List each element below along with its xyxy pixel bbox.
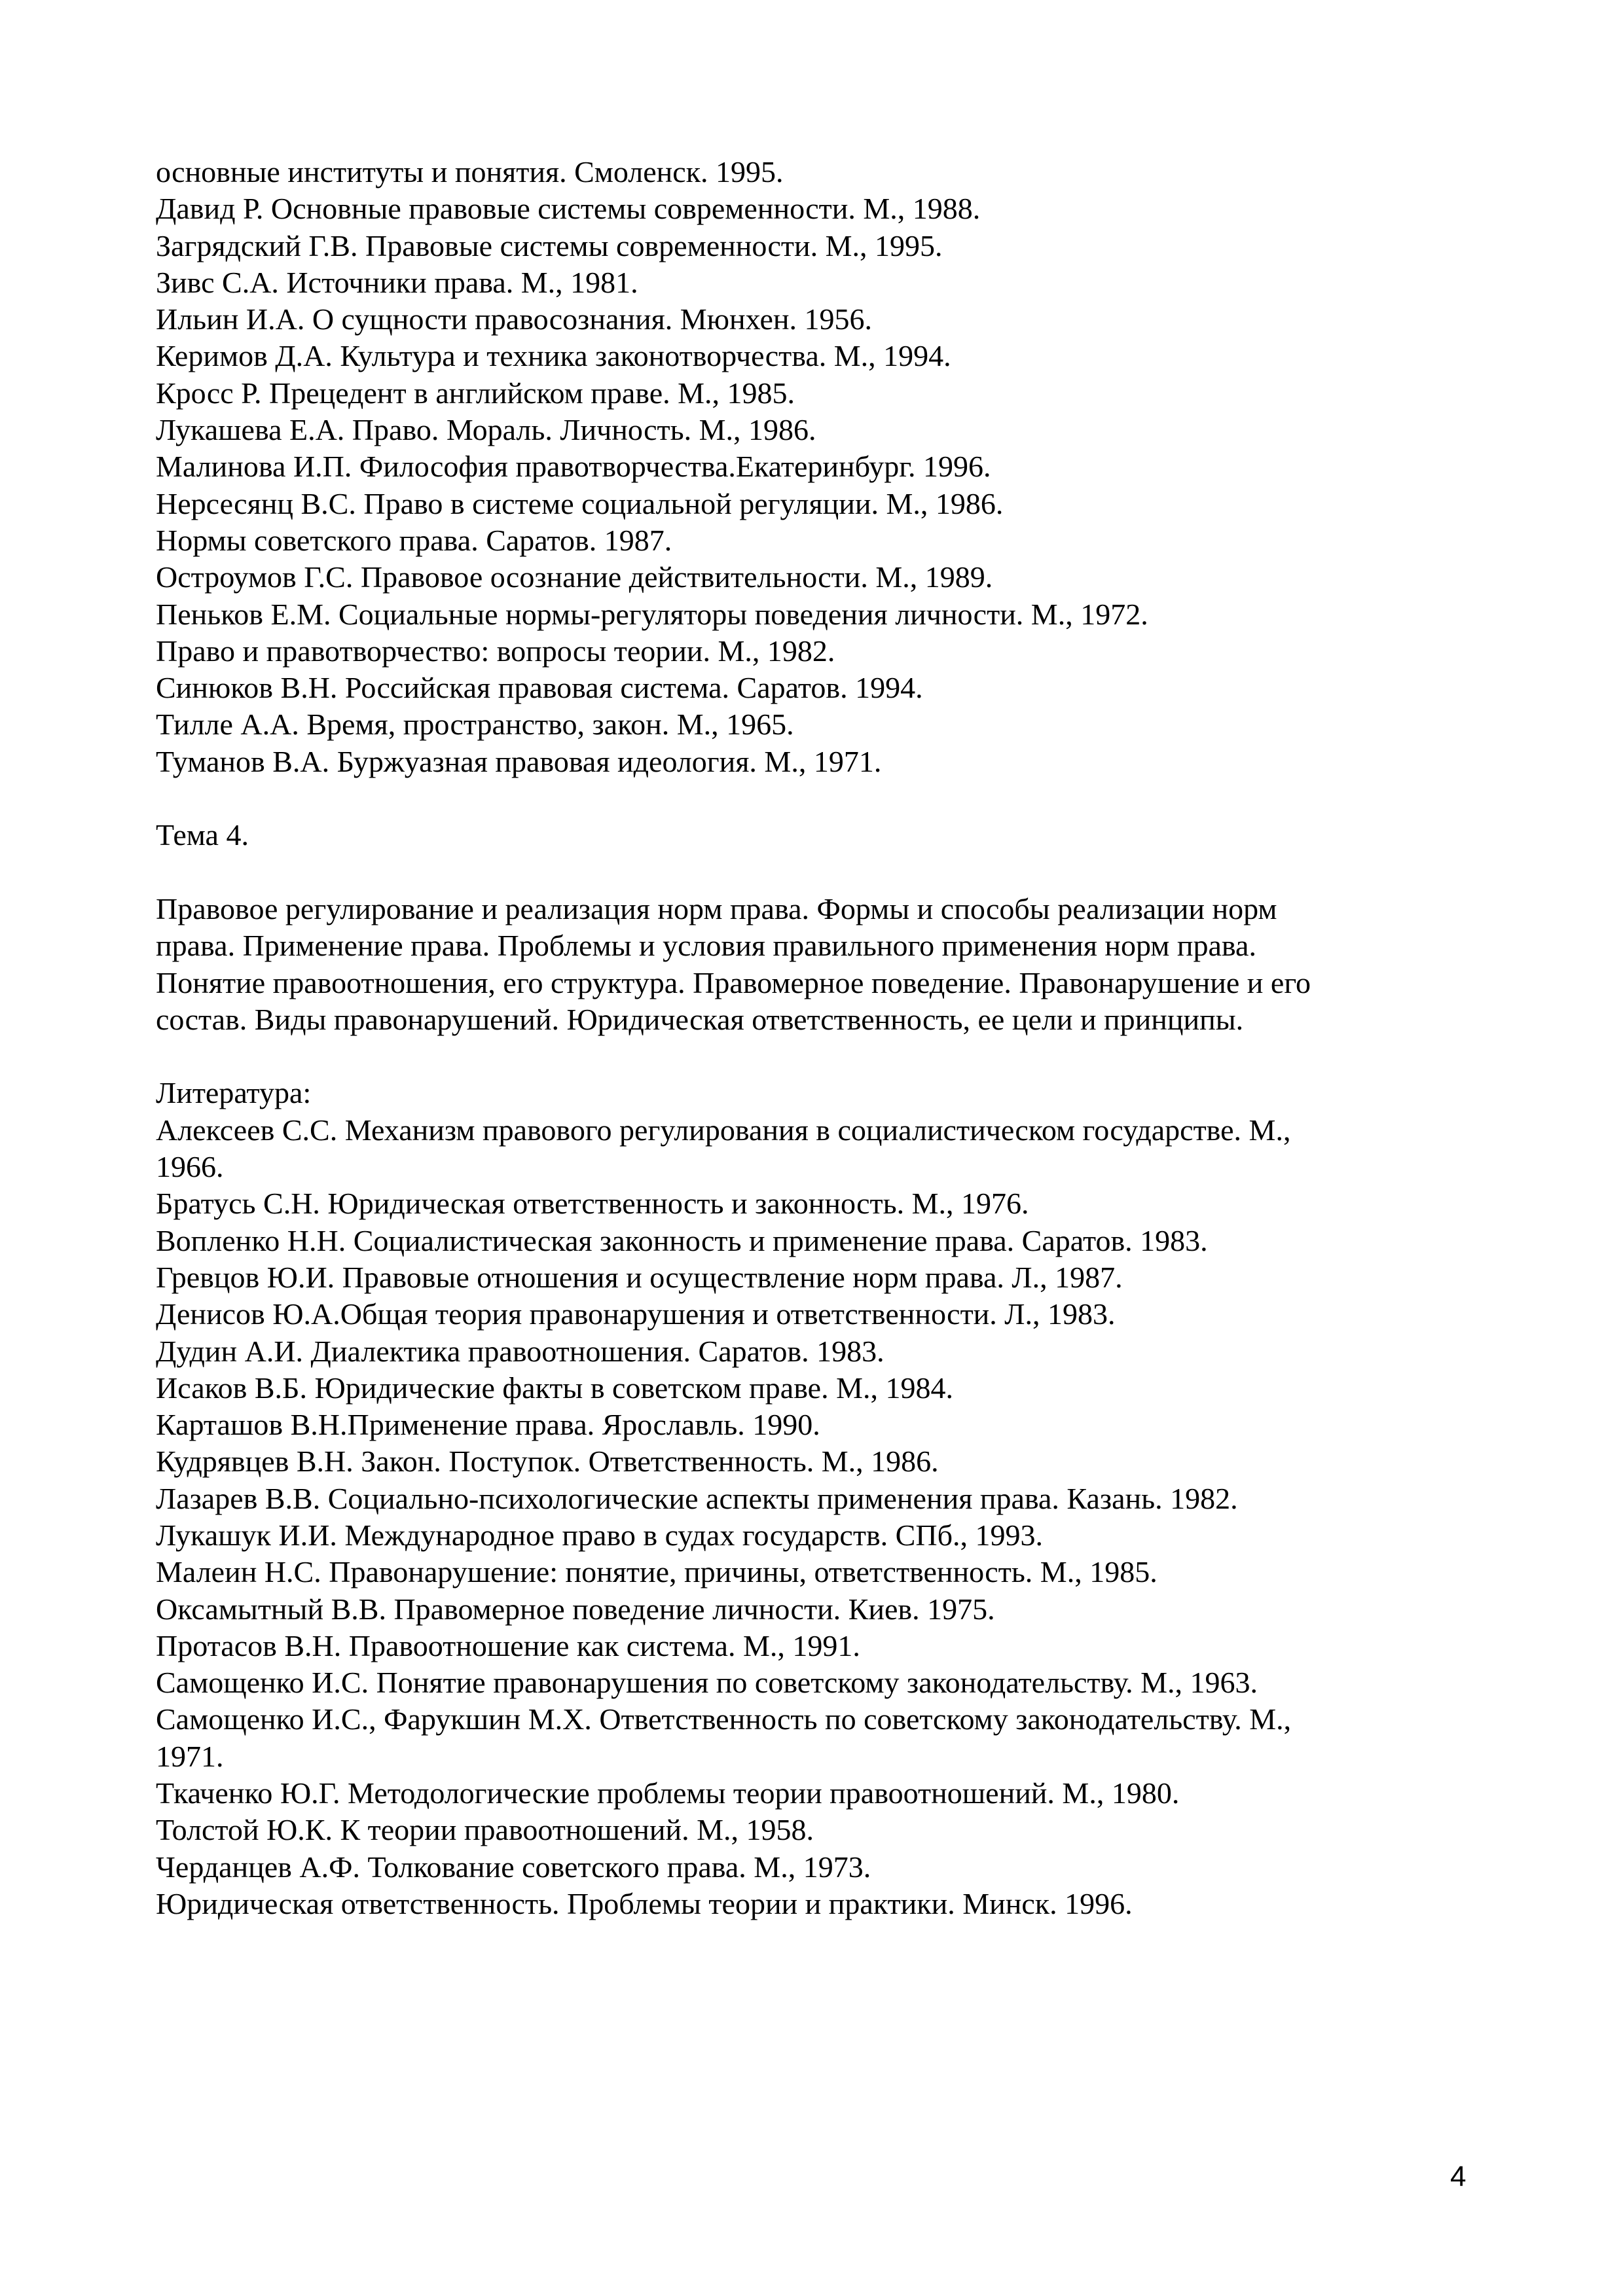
literature-entry: Толстой Ю.К. К теории правоотношений. М., 1958. <box>156 1813 814 1847</box>
literature-entry: Черданцев А.Ф. Толкование советского права. М., 1973. <box>156 1850 871 1884</box>
literature-entry: Лукашук И.И. Международное право в судах государств. СПб., 1993. <box>156 1518 1043 1552</box>
literature-entry: Ткаченко Ю.Г. Методологические проблемы теории правоотношений. М., 1980. <box>156 1776 1180 1810</box>
literature-entry: Юридическая ответственность. Проблемы теории и практики. Минск. 1996. <box>156 1886 1133 1920</box>
literature-entry: Самощенко И.С., Фарукшин М.Х. Ответственность по советскому законодательству. М., <box>156 1702 1292 1736</box>
bibliography-entry: Тилле А.А. Время, пространство, закон. М., 1965. <box>156 708 794 742</box>
bibliography-entry: Остроумов Г.С. Правовое осознание действительности. М., 1989. <box>156 560 993 594</box>
topic-description <box>156 891 1478 1038</box>
bibliography-entry: Зивс С.А. Источники права. М., 1981. <box>156 265 638 299</box>
topic-description-line: Понятие правоотношения, его структура. Правомерное поведение. Правонарушение и его <box>156 965 1311 999</box>
spacer <box>156 854 1478 891</box>
page-number: 4 <box>1450 2161 1467 2193</box>
bibliography-entry: Туманов В.А. Буржуазная правовая идеология. М., 1971. <box>156 744 882 778</box>
literature-entry: Оксамытный В.В. Правомерное поведение личности. Киев. 1975. <box>156 1592 995 1626</box>
bibliography-continued <box>156 154 1478 780</box>
literature-entry: Вопленко Н.Н. Социалистическая законность и применение права. Саратов. 1983. <box>156 1223 1208 1257</box>
bibliography-entry: Право и правотворчество: вопросы теории. М., 1982. <box>156 634 835 668</box>
literature-entry: Дудин А.И. Диалектика правоотношения. Саратов. 1983. <box>156 1334 884 1368</box>
bibliography-entry: Загрядский Г.В. Правовые системы современности. М., 1995. <box>156 228 943 262</box>
page-content <box>156 154 1478 1922</box>
bibliography-entry: Лукашева Е.А. Право. Мораль. Личность. М., 1986. <box>156 413 816 447</box>
literature-list <box>156 1112 1478 1923</box>
bibliography-entry: Синюков В.Н. Российская правовая система. Саратов. 1994. <box>156 671 923 705</box>
literature-entry: Братусь С.Н. Юридическая ответственность и законность. М., 1976. <box>156 1187 1029 1221</box>
literature-entry: Малеин Н.С. Правонарушение: понятие, причины, ответственность. М., 1985. <box>156 1555 1158 1589</box>
bibliography-entry: Малинова И.П. Философия правотворчества.Екатеринбург. 1996. <box>156 450 991 484</box>
bibliography-entry: Нормы советского права. Саратов. 1987. <box>156 523 672 557</box>
literature-entry: Протасов В.Н. Правоотношение как система. М., 1991. <box>156 1628 860 1662</box>
bibliography-entry: основные институты и понятия. Смоленск. 1995. <box>156 155 784 188</box>
literature-entry: Денисов Ю.А.Общая теория правонарушения и ответственности. Л., 1983. <box>156 1297 1116 1331</box>
topic-description-line: права. Применение права. Проблемы и условия правильного применения норм права. <box>156 929 1256 963</box>
literature-entry: Карташов В.Н.Применение права. Ярославль. 1990. <box>156 1408 820 1442</box>
spacer <box>156 780 1478 817</box>
literature-entry: Гревцов Ю.И. Правовые отношения и осуществление норм права. Л., 1987. <box>156 1260 1123 1294</box>
bibliography-entry: Пеньков Е.М. Социальные нормы-регуляторы поведения личности. М., 1972. <box>156 597 1148 631</box>
topic-description-line: состав. Виды правонарушений. Юридическая ответственность, ее цели и принципы. <box>156 1002 1244 1036</box>
literature-entry: Самощенко И.С. Понятие правонарушения по советскому законодательству. М., 1963. <box>156 1666 1258 1700</box>
literature-heading: Литература: <box>156 1076 312 1110</box>
bibliography-entry: Керимов Д.А. Культура и техника законотворчества. М., 1994. <box>156 339 951 373</box>
literature-entry: 1966. <box>156 1150 224 1184</box>
bibliography-entry: Ильин И.А. О сущности правосознания. Мюнхен. 1956. <box>156 302 873 336</box>
topic-heading: Тема 4. <box>156 818 249 852</box>
literature-entry: Кудрявцев В.Н. Закон. Поступок. Ответственность. М., 1986. <box>156 1444 939 1479</box>
bibliography-entry: Давид Р. Основные правовые системы современности. М., 1988. <box>156 192 981 226</box>
spacer <box>156 1038 1478 1075</box>
literature-entry: Исаков В.Б. Юридические факты в советском праве. М., 1984. <box>156 1371 953 1405</box>
literature-entry: Лазарев В.В. Социально-психологические аспекты применения права. Казань. 1982. <box>156 1481 1238 1515</box>
literature-entry: 1971. <box>156 1739 224 1773</box>
topic-description-line: Правовое регулирование и реализация норм права. Формы и способы реализации норм <box>156 891 1277 925</box>
bibliography-entry: Нерсесянц В.С. Право в системе социальной регуляции. М., 1986. <box>156 486 1004 520</box>
literature-entry: Алексеев С.С. Механизм правового регулирования в социалистическом государстве. М., <box>156 1113 1291 1147</box>
bibliography-entry: Кросс Р. Прецедент в английском праве. М., 1985. <box>156 376 795 410</box>
